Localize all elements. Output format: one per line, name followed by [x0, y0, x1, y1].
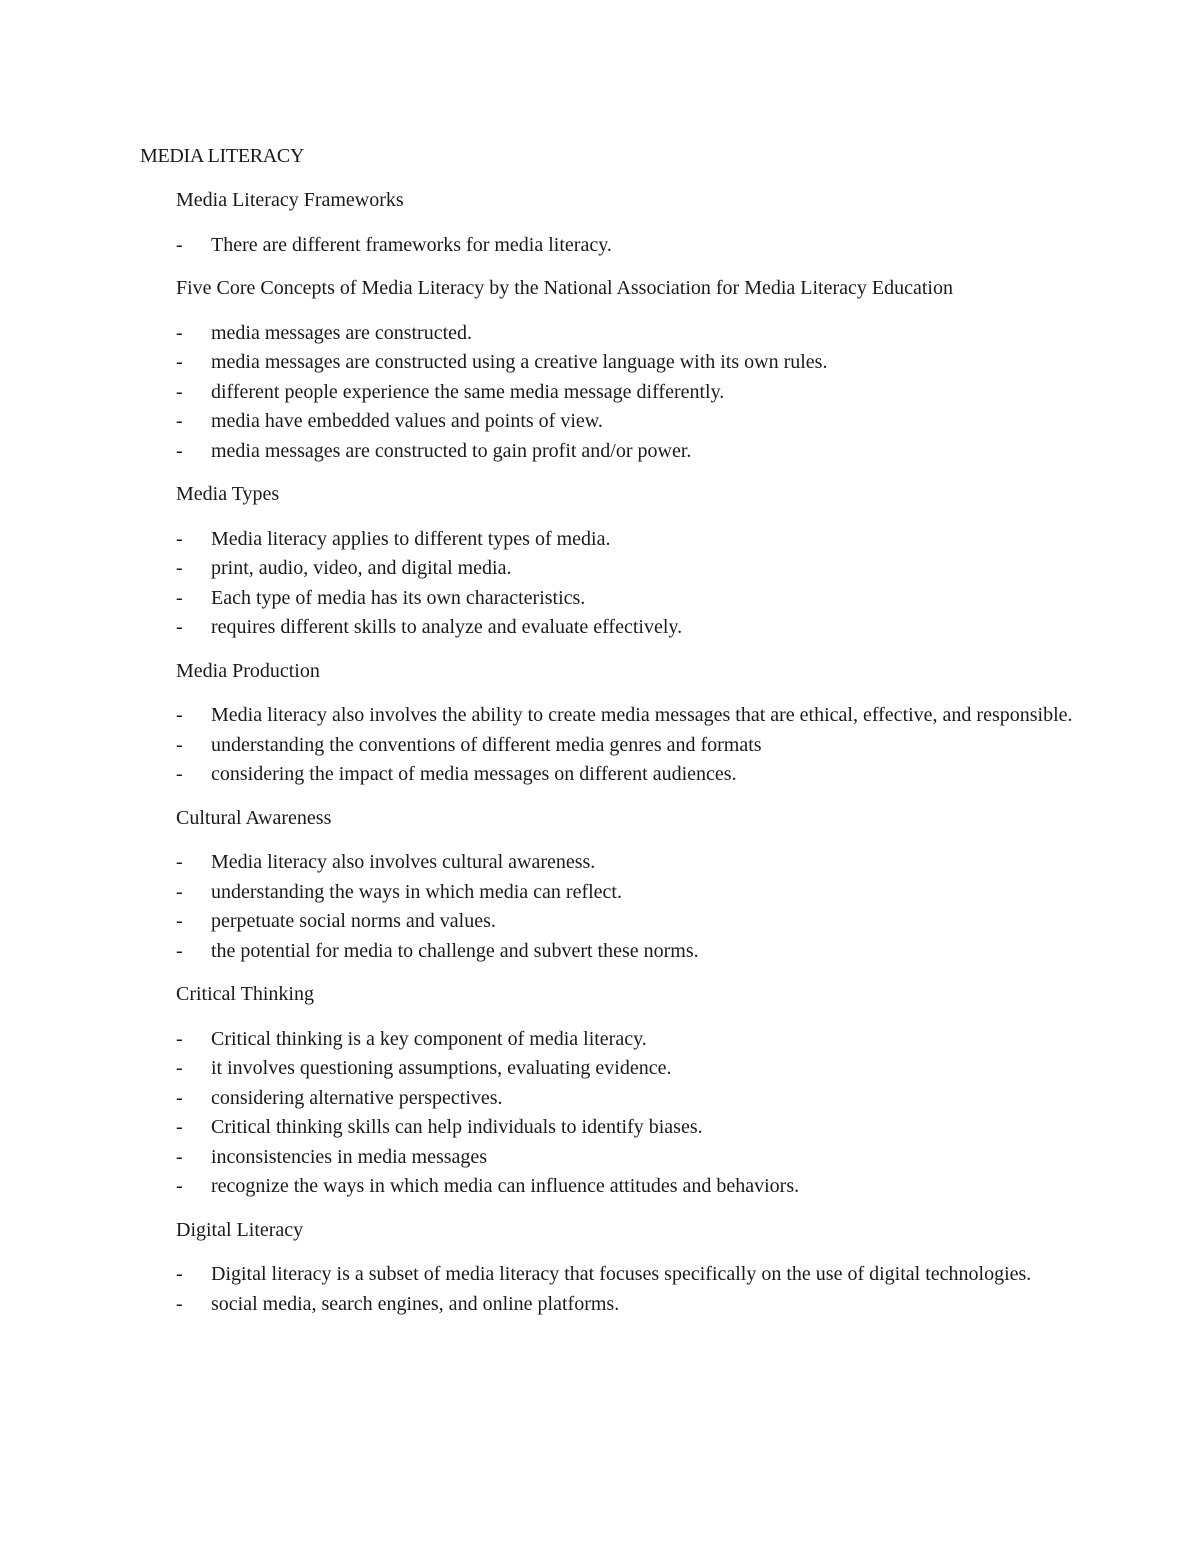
- list-item: [176, 731, 1076, 761]
- list-item-text: media have embedded values and points of view.: [211, 410, 603, 432]
- section-heading: Critical Thinking: [176, 983, 314, 1005]
- list-item-text: understanding the ways in which media can reflect.: [211, 880, 622, 903]
- list-item-text: the potential for media to challenge and subvert these norms.: [211, 939, 699, 962]
- list-item-text: requires different skills to analyze and evaluate effectively.: [211, 616, 683, 638]
- bullet-dash: -: [176, 321, 183, 344]
- list-item-text: perpetuate social norms and values.: [211, 910, 496, 932]
- section-heading: Five Core Concepts of Media Literacy by the National Association for Media Literacy Education: [176, 277, 953, 299]
- bullet-dash: -: [176, 1175, 183, 1197]
- list-item: [176, 1113, 1076, 1143]
- list-item: [176, 554, 1076, 584]
- list-item-text: Digital literacy is a subset of media literacy that focuses specifically on the use of digital technologies.: [211, 1263, 1032, 1285]
- list-item-text: recognize the ways in which media can influence attitudes and behaviors.: [211, 1175, 800, 1197]
- list-item-text: media messages are constructed to gain profit and/or power.: [211, 439, 692, 462]
- list-item: [176, 907, 1076, 937]
- bullet-dash: -: [176, 1116, 183, 1138]
- list-item-text: inconsistencies in media messages: [211, 1145, 488, 1168]
- list-item: [176, 760, 1076, 790]
- list-item-text: Each type of media has its own characteristics.: [211, 586, 586, 609]
- bullet-dash: -: [176, 880, 183, 903]
- bullet-dash: -: [176, 616, 183, 638]
- bullet-list: [176, 525, 1076, 643]
- bullet-dash: -: [176, 1057, 183, 1079]
- list-item: [176, 378, 1076, 408]
- list-item: [176, 848, 1076, 878]
- section-heading: Digital Literacy: [176, 1218, 304, 1241]
- bullet-dash: -: [176, 1292, 183, 1315]
- list-item-text: There are different frameworks for media literacy.: [211, 233, 612, 256]
- section: [176, 980, 1076, 1202]
- list-item: [176, 348, 1076, 378]
- section-heading: Media Production: [176, 659, 320, 682]
- bullet-dash: -: [176, 733, 183, 756]
- list-item-text: understanding the conventions of different media genres and formats: [211, 733, 762, 756]
- bullet-dash: -: [176, 557, 183, 579]
- list-item: [176, 319, 1076, 349]
- section: [176, 480, 1076, 643]
- bullet-dash: -: [176, 1027, 183, 1050]
- bullet-dash: -: [176, 351, 183, 373]
- section: [176, 274, 1076, 466]
- section: [176, 186, 1076, 260]
- bullet-list: [176, 1025, 1076, 1202]
- list-item: [176, 437, 1076, 467]
- list-item: [176, 231, 1076, 261]
- bullet-list: [176, 701, 1076, 790]
- list-item-text: media messages are constructed using a creative language with its own rules.: [211, 351, 828, 373]
- list-item: [176, 584, 1076, 614]
- bullet-list: [176, 319, 1076, 467]
- list-item: [176, 613, 1076, 643]
- section-heading: Cultural Awareness: [176, 806, 332, 829]
- section-heading: Media Literacy Frameworks: [176, 189, 404, 211]
- list-item: [176, 701, 1076, 731]
- bullet-dash: -: [176, 763, 183, 785]
- bullet-dash: -: [176, 1086, 183, 1109]
- bullet-dash: -: [176, 910, 183, 932]
- section-heading: Media Types: [176, 483, 280, 505]
- list-item: [176, 1290, 1076, 1320]
- document-content: [176, 186, 1076, 1333]
- list-item-text: considering alternative perspectives.: [211, 1086, 503, 1109]
- list-item: [176, 878, 1076, 908]
- document-title: MEDIA LITERACY: [140, 145, 305, 167]
- bullet-dash: -: [176, 1145, 183, 1168]
- bullet-dash: -: [176, 410, 183, 432]
- list-item: [176, 407, 1076, 437]
- list-item-text: different people experience the same media message differently.: [211, 380, 725, 403]
- list-item-text: it involves questioning assumptions, evaluating evidence.: [211, 1057, 672, 1079]
- list-item: [176, 1054, 1076, 1084]
- list-item-text: media messages are constructed.: [211, 321, 473, 344]
- bullet-list: [176, 231, 1076, 261]
- list-item-text: Media literacy also involves the ability to create media messages that are ethical, effective, and responsible.: [211, 704, 1073, 726]
- list-item-text: print, audio, video, and digital media.: [211, 557, 512, 579]
- list-item-text: Critical thinking is a key component of media literacy.: [211, 1027, 647, 1050]
- bullet-dash: -: [176, 851, 183, 873]
- bullet-dash: -: [176, 233, 183, 256]
- list-item: [176, 937, 1076, 967]
- bullet-dash: -: [176, 939, 183, 962]
- list-item: [176, 1025, 1076, 1055]
- bullet-dash: -: [176, 704, 183, 726]
- list-item: [176, 1143, 1076, 1173]
- section: [176, 657, 1076, 790]
- list-item-text: Critical thinking skills can help individuals to identify biases.: [211, 1116, 703, 1138]
- bullet-list: [176, 848, 1076, 966]
- bullet-dash: -: [176, 439, 183, 462]
- section: [176, 1216, 1076, 1320]
- list-item: [176, 1172, 1076, 1202]
- bullet-dash: -: [176, 527, 183, 550]
- list-item-text: Media literacy applies to different types of media.: [211, 527, 611, 550]
- bullet-list: [176, 1260, 1076, 1319]
- list-item-text: Media literacy also involves cultural awareness.: [211, 851, 596, 873]
- bullet-dash: -: [176, 586, 183, 609]
- list-item: [176, 525, 1076, 555]
- section: [176, 804, 1076, 967]
- bullet-dash: -: [176, 380, 183, 403]
- bullet-dash: -: [176, 1263, 183, 1285]
- list-item-text: considering the impact of media messages on different audiences.: [211, 763, 737, 785]
- list-item: [176, 1260, 1076, 1290]
- list-item-text: social media, search engines, and online platforms.: [211, 1292, 620, 1315]
- list-item: [176, 1084, 1076, 1114]
